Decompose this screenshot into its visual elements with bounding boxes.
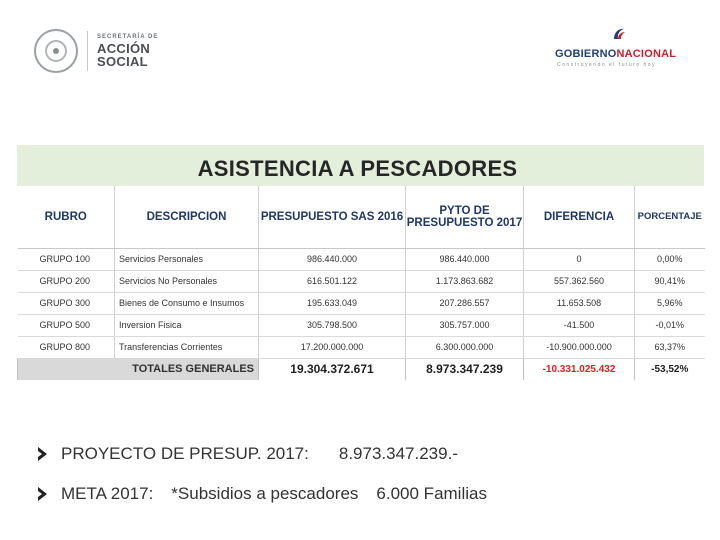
- cell-pyto-2017: 1.173.863.682: [406, 270, 524, 292]
- cell-descripcion: Servicios No Personales: [115, 270, 259, 292]
- cell-presupuesto-2016: 195.633.049: [259, 292, 406, 314]
- total-porcentaje: -53,52%: [635, 358, 705, 380]
- table-row: [18, 248, 705, 270]
- cell-presupuesto-2016: 17.200.000.000: [259, 336, 406, 358]
- table-header-row: [18, 186, 705, 248]
- cell-rubro: GRUPO 300: [18, 292, 115, 314]
- bullet-meta-label: META 2017:: [61, 484, 154, 503]
- cell-rubro: GRUPO 800: [18, 336, 115, 358]
- cell-presupuesto-2016: 986.440.000: [259, 248, 406, 270]
- totals-row: [18, 358, 705, 380]
- bullet-meta-detail: *Subsidios a pescadores: [171, 484, 359, 503]
- cell-descripcion: Bienes de Consumo e Insumos: [115, 292, 259, 314]
- cell-descripcion: Servicios Personales: [115, 248, 259, 270]
- totals-label: TOTALES GENERALES: [18, 358, 259, 380]
- cell-diferencia: 557.362.560: [524, 270, 635, 292]
- gobierno-word: GOBIERNO: [555, 48, 617, 60]
- table-row: [18, 314, 705, 336]
- sas-logo-text: [97, 34, 158, 68]
- cell-descripcion: Transferencias Corrientes: [115, 336, 259, 358]
- cell-porcentaje: 63,37%: [635, 336, 705, 358]
- cell-rubro: GRUPO 100: [18, 248, 115, 270]
- cell-pyto-2017: 207.286.557: [406, 292, 524, 314]
- logo-divider: [87, 31, 88, 71]
- table-row: [18, 336, 705, 358]
- gobierno-mark-icon: [611, 26, 627, 42]
- sas-logo-line1: SECRETARÍA DE: [97, 34, 159, 40]
- cell-descripcion: Inversion Fisica: [115, 314, 259, 336]
- budget-table: [17, 186, 705, 380]
- cell-rubro: GRUPO 200: [18, 270, 115, 292]
- total-pyto-2017: 8.973.347.239: [406, 358, 524, 380]
- cell-porcentaje: 90,41%: [635, 270, 705, 292]
- cell-pyto-2017: 305.757.000: [406, 314, 524, 336]
- bullet-meta-value: 6.000 Familias: [376, 484, 487, 503]
- budget-table-container: [17, 186, 704, 382]
- header-pyto-line2: PRESUPUESTO 2017: [406, 216, 523, 229]
- cell-diferencia: 11.653.508: [524, 292, 635, 314]
- page-title: ASISTENCIA A PESCADORES: [197, 155, 518, 181]
- national-seal-icon: [34, 29, 78, 73]
- cell-presupuesto-2016: 305.798.500: [259, 314, 406, 336]
- cell-porcentaje: 0,00%: [635, 248, 705, 270]
- header-porcentaje: PORCENTAJE: [635, 186, 705, 248]
- header-pyto-line1: PYTO DE: [439, 204, 490, 217]
- bullet-proyecto: [38, 444, 458, 464]
- nacional-word: NACIONAL: [616, 48, 677, 60]
- cell-presupuesto-2016: 616.501.122: [259, 270, 406, 292]
- header-pyto-2017: [406, 186, 524, 248]
- header-descripcion: DESCRIPCION: [115, 186, 259, 248]
- bullet-meta: [38, 484, 487, 504]
- header-presupuesto-2016: PRESUPUESTO SAS 2016: [259, 186, 406, 248]
- table-row: [18, 292, 705, 314]
- cell-pyto-2017: 986.440.000: [406, 248, 524, 270]
- cell-porcentaje: -0,01%: [635, 314, 705, 336]
- sas-logo-line2: ACCIÓN: [97, 41, 151, 56]
- header-diferencia: DIFERENCIA: [524, 186, 635, 248]
- sas-logo-line3: SOCIAL: [97, 54, 148, 69]
- cell-porcentaje: 5,96%: [635, 292, 705, 314]
- cell-diferencia: -10.900.000.000: [524, 336, 635, 358]
- gobierno-logo-text: [555, 48, 676, 60]
- cell-pyto-2017: 6.300.000.000: [406, 336, 524, 358]
- bullet-proyecto-value: 8.973.347.239.-: [338, 444, 458, 463]
- title-band: [17, 145, 704, 186]
- gobierno-nacional-logo: [555, 26, 685, 70]
- cell-diferencia: -41.500: [524, 314, 635, 336]
- gobierno-tagline: Construyendo el futuro hoy: [557, 62, 657, 68]
- total-presupuesto-2016: 19.304.372.671: [259, 358, 406, 380]
- table-row: [18, 270, 705, 292]
- bullet-arrow-icon: [38, 487, 47, 501]
- total-diferencia: -10.331.025.432: [524, 358, 635, 380]
- bullet-arrow-icon: [38, 447, 47, 461]
- sas-logo: [34, 26, 158, 76]
- cell-diferencia: 0: [524, 248, 635, 270]
- header-rubro: RUBRO: [18, 186, 115, 248]
- cell-rubro: GRUPO 500: [18, 314, 115, 336]
- bullet-proyecto-label: PROYECTO DE PRESUP. 2017:: [61, 444, 309, 463]
